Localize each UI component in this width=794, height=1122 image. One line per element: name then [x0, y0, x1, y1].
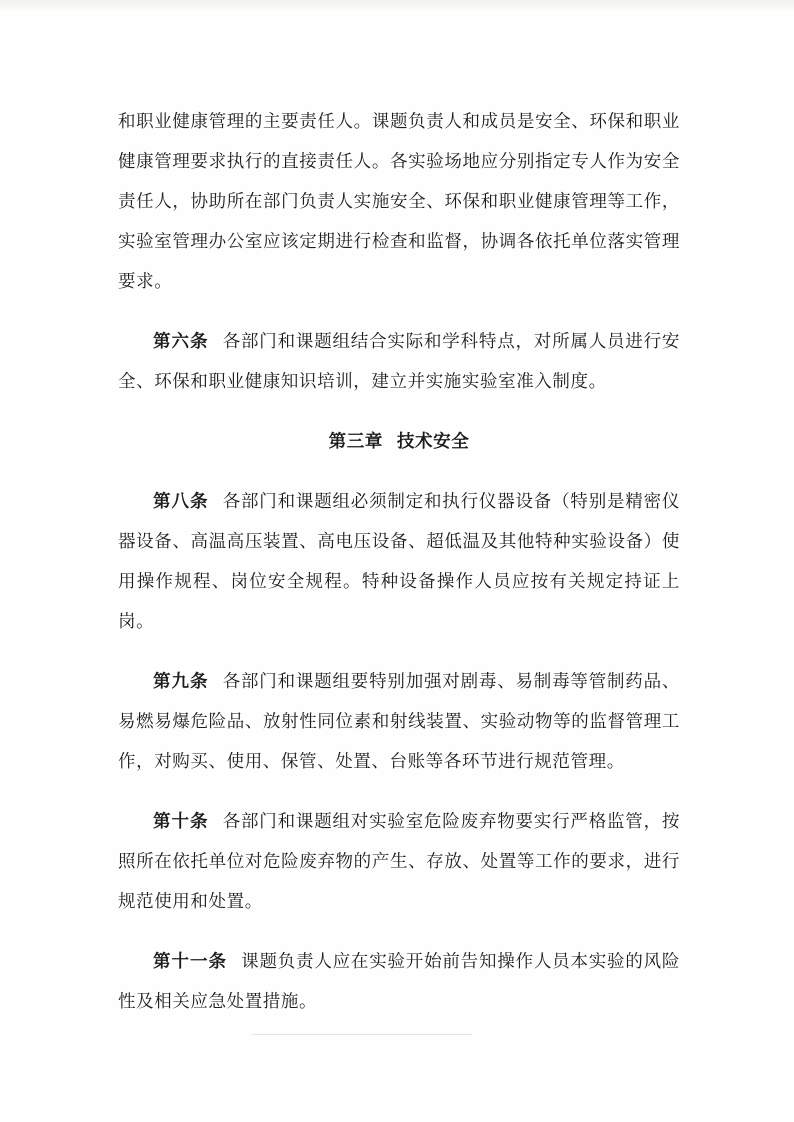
document-body — [118, 102, 680, 1042]
article-text: 各部门和课题组要特别加强对剧毒、易制毒等管制药品、易燃易爆危险品、放射性同位素和射线装置、实验动物等的监督管理工作，对购买、使用、保管、处置、台账等各环节进行规范管理。 — [118, 672, 680, 772]
article-10 — [118, 802, 680, 922]
article-text: 各部门和课题组结合实际和学科特点，对所属人员进行安全、环保和职业健康知识培训，建立并实施实验室准入制度。 — [118, 332, 680, 392]
article-label: 第九条 — [153, 672, 209, 692]
chapter-title: 技术安全 — [396, 432, 470, 452]
scan-edge — [0, 0, 794, 14]
article-text: 各部门和课题组必须制定和执行仪器设备（特别是精密仪器设备、高温高压装置、高电压设备、超低温及其他特种实验设备）使用操作规程、岗位安全规程。特种设备操作人员应按有关规定持证上岗。 — [118, 492, 680, 632]
article-text: 各部门和课题组对实验室危险废弃物要实行严格监管，按照所在依托单位对危险废弃物的产生、存放、处置等工作的要求，进行规范使用和处置。 — [118, 812, 680, 912]
chapter-number: 第三章 — [328, 432, 383, 452]
article-text: 课题负责人应在实验开始前告知操作人员本实验的风险性及相关应急处置措施。 — [118, 952, 681, 1012]
article-6 — [118, 322, 680, 402]
article-label: 第十一条 — [153, 952, 227, 972]
article-label: 第八条 — [153, 492, 209, 512]
paragraph-text: 和职业健康管理的主要责任人。课题负责人和成员是安全、环保和职业健康管理要求执行的直接责任人。各实验场地应分别指定专人作为安全责任人，协助所在部门负责人实施安全、环保和职业健康管理等工作，实验室管理办公室应该定期进行检查和监督，协调各依托单位落实管理要求。 — [118, 112, 680, 292]
article-label: 第十条 — [153, 812, 209, 832]
article-11 — [118, 942, 680, 1022]
article-9 — [118, 662, 680, 782]
faint-divider — [252, 1034, 472, 1035]
article-label: 第六条 — [153, 332, 209, 352]
chapter-heading — [118, 422, 680, 462]
article-8 — [118, 482, 680, 642]
paragraph-continued — [118, 102, 680, 302]
